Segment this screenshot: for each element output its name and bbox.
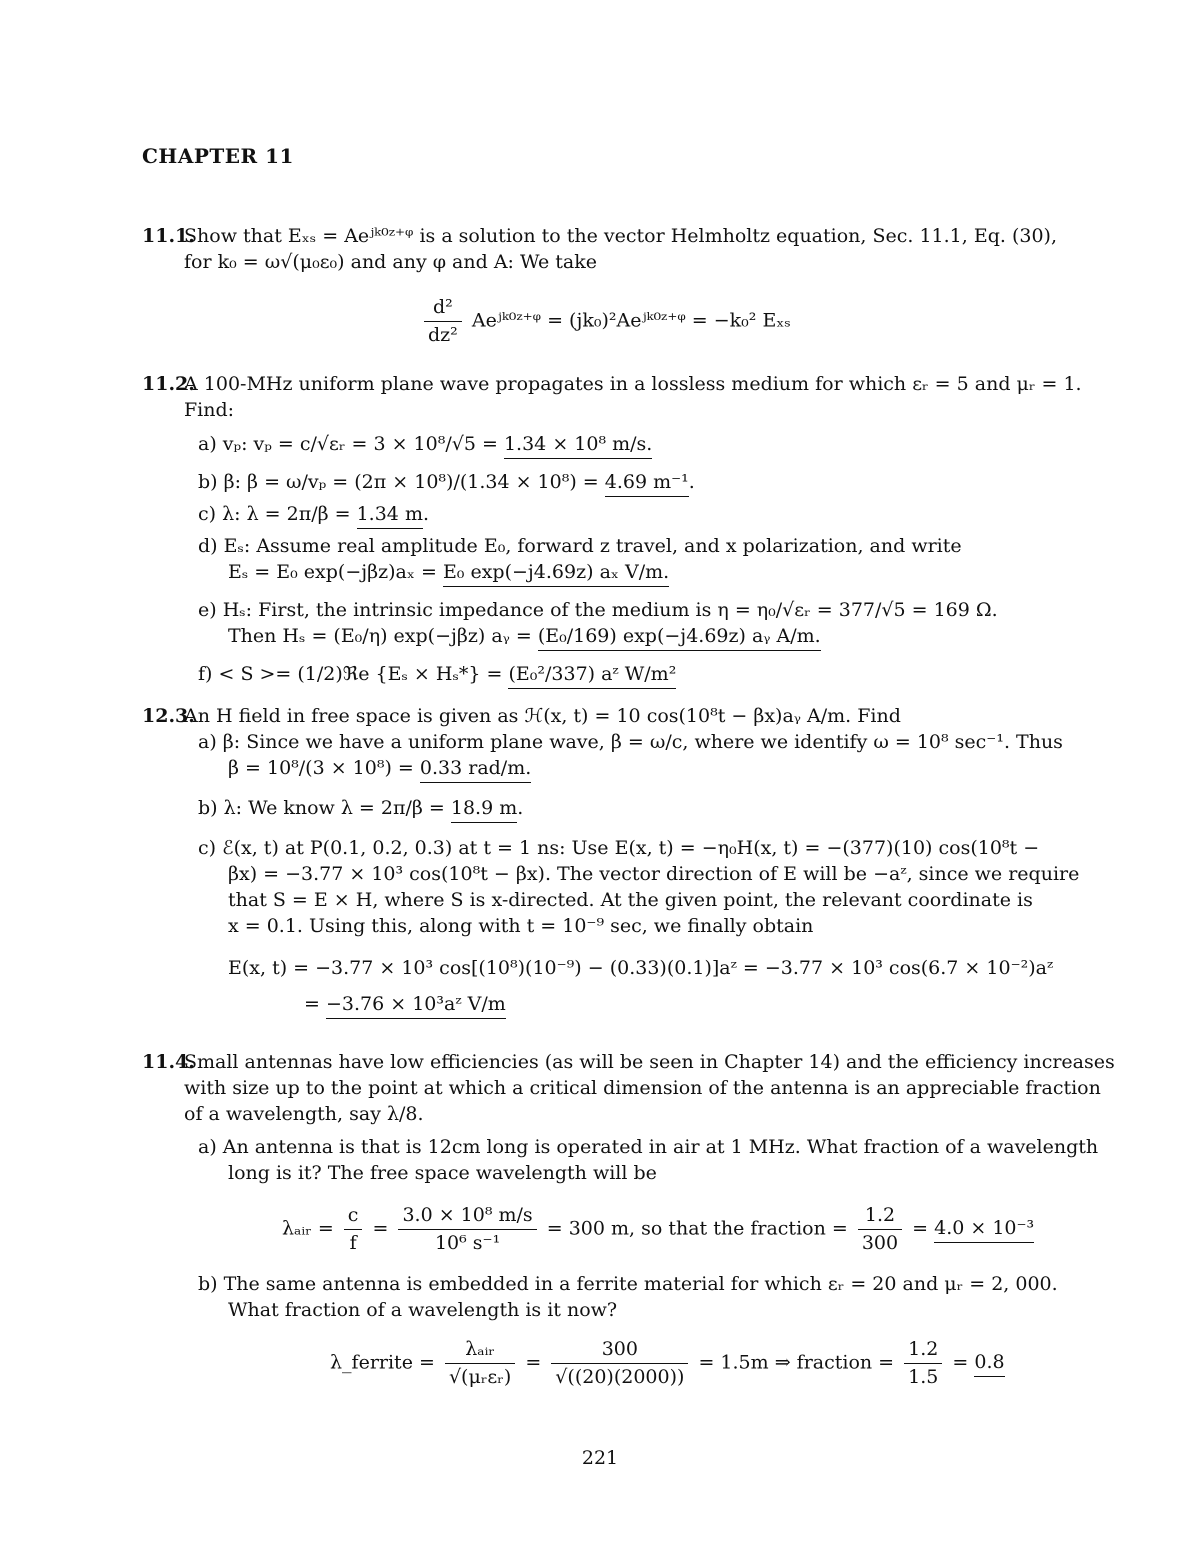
- derivative-fraction: [424, 296, 462, 347]
- problem-12-3-line-1: An H field in free space is given as ℋ(x, t) = 10 cos(10⁸t − βx)aᵧ A/m. Find: [184, 705, 901, 727]
- part-11-2-e-text: Then Hₛ = (E₀/η) exp(−jβz) aᵧ =: [228, 625, 532, 647]
- chapter-title: CHAPTER 11: [142, 144, 294, 168]
- part-11-2-b: [198, 472, 695, 494]
- part-11-4-b-equation-middle: = 1.5m ⇒ fraction =: [698, 1351, 895, 1374]
- part-11-4-a-equation-middle: = 300 m, so that the fraction =: [546, 1217, 848, 1240]
- part-11-2-b-text: b) β: β = ω/vₚ = (2π × 10⁸)/(1.34 × 10⁸) =: [198, 471, 599, 493]
- fraction-1-5-denominator: 1.5: [908, 1365, 939, 1388]
- fraction-length-over-wavelength: [858, 1204, 902, 1255]
- answer-12-3-c: −3.76 × 10³aᶻ V/m: [326, 993, 506, 1019]
- part-11-4-a-line-1: a) An antenna is that is 12cm long is operated in air at 1 MHz. What fraction of a wavelength: [198, 1136, 1099, 1158]
- fraction-1-2-numerator: 1.2: [904, 1338, 942, 1364]
- fraction-300-numerator: 300: [551, 1338, 688, 1364]
- answer-11-2-a: 1.34 × 10⁸ m/s.: [504, 433, 652, 459]
- part-11-2-b-period: .: [688, 471, 695, 493]
- fraction-300-over-root: [551, 1338, 688, 1389]
- fraction-length-numerator: 1.2: [858, 1204, 902, 1230]
- problem-number-11-1: 11.1.: [142, 225, 195, 247]
- problem-11-4-line-2: with size up to the point at which a critical dimension of the antenna is an appreciable fraction: [184, 1077, 1101, 1099]
- part-11-2-d-text: Eₛ = E₀ exp(−jβz)aₓ =: [228, 561, 437, 583]
- page-number: 221: [581, 1447, 619, 1469]
- equals-sign: =: [304, 993, 320, 1015]
- part-12-3-a-line-2: [228, 758, 531, 780]
- part-11-2-a-text: a) vₚ: vₚ = c/√εᵣ = 3 × 10⁸/√5 =: [198, 433, 498, 455]
- answer-11-2-c: 1.34 m: [357, 503, 423, 529]
- part-12-3-c-equation-1: E(x, t) = −3.77 × 10³ cos[(10⁸)(10⁻⁹) − (0.33)(0.1)]aᶻ = −3.77 × 10³ cos(6.7 × 10⁻²)aᶻ: [228, 957, 1054, 979]
- derivative-numerator: d²: [424, 296, 462, 322]
- part-12-3-c-line-4: x = 0.1. Using this, along with t = 10⁻⁹ sec, we finally obtain: [228, 915, 814, 937]
- answer-12-3-b: 18.9 m: [451, 797, 517, 823]
- answer-11-4-a: 4.0 × 10⁻³: [934, 1217, 1034, 1243]
- part-11-2-d-line-2: [228, 562, 669, 584]
- part-11-2-e-line-1: e) Hₛ: First, the intrinsic impedance of the medium is η = η₀/√εᵣ = 377/√5 = 169 Ω.: [198, 599, 998, 621]
- equation-rest: Aeʲᵏ⁰ᶻ⁺ᵠ = (jk₀)²Aeʲᵏ⁰ᶻ⁺ᵠ = −k₀² Eₓₛ: [471, 309, 791, 332]
- part-12-3-b: [198, 798, 523, 820]
- part-12-3-a-text: β = 10⁸/(3 × 10⁸) =: [228, 757, 414, 779]
- fraction-c-over-f-denominator: f: [349, 1231, 357, 1254]
- part-12-3-b-period: .: [517, 797, 524, 819]
- part-11-2-e-line-2: [228, 626, 821, 648]
- part-11-4-a-line-2: long is it? The free space wavelength will be: [228, 1162, 657, 1184]
- part-11-2-f: [198, 664, 676, 686]
- part-12-3-c-line-2: βx) = −3.77 × 10³ cos(10⁸t − βx). The vector direction of E will be −aᶻ, since we require: [228, 863, 1080, 885]
- problem-number-11-2: 11.2.: [142, 373, 195, 395]
- part-11-4-a-equation: λₐᵢᵣ = $\frac{c}{f}$ = $\frac{\text{3.0 × 10⁸ m/s}}{\text{10⁶ s⁻¹}}$ = 300 m, so that the fraction = $\frac{1.2}{300}$ = 4.0 × 10⁻³: [282, 1204, 1035, 1254]
- part-12-3-a-line-1: a) β: Since we have a uniform plane wave, β = ω/c, where we identify ω = 10⁸ sec⁻¹. Thus: [198, 731, 1063, 753]
- problem-11-4-line-3: of a wavelength, say λ/8.: [184, 1103, 424, 1125]
- part-11-2-c: [198, 504, 429, 526]
- part-11-2-a: [198, 434, 652, 456]
- fraction-lambda-air-numerator: λₐᵢᵣ: [445, 1338, 515, 1364]
- part-12-3-c-line-1: c) ℰ(x, t) at P(0.1, 0.2, 0.3) at t = 1 ns: Use E(x, t) = −η₀H(x, t) = −(377)(10) cos(10⁸t −: [198, 837, 1040, 859]
- lambda-ferrite-lhs: λ_ferrite =: [330, 1351, 435, 1374]
- problem-11-1-line-2: for k₀ = ω√(μ₀ε₀) and any φ and A: We take: [184, 251, 597, 273]
- fraction-speed-numerator: 3.0 × 10⁸ m/s: [398, 1204, 536, 1230]
- problem-number-11-4: 11.4.: [142, 1051, 195, 1073]
- fraction-frequency-denominator: 10⁶ s⁻¹: [434, 1231, 501, 1254]
- lambda-air-lhs: λₐᵢᵣ =: [282, 1217, 334, 1240]
- answer-11-2-e: (E₀/169) exp(−j4.69z) aᵧ A/m.: [538, 625, 821, 651]
- part-11-2-c-text: c) λ: λ = 2π/β =: [198, 503, 351, 525]
- fraction-c-over-f: [344, 1204, 363, 1255]
- answer-11-2-b: 4.69 m⁻¹: [605, 471, 689, 497]
- fraction-speed-over-frequency: [398, 1204, 536, 1255]
- answer-11-2-f: (E₀²/337) aᶻ W/m²: [508, 663, 676, 689]
- fraction-c-over-f-numerator: c: [344, 1204, 363, 1230]
- problem-11-4-line-1: Small antennas have low efficiencies (as will be seen in Chapter 14) and the efficiency increases: [184, 1051, 1115, 1073]
- part-12-3-c-equation-2: [304, 994, 506, 1016]
- problem-11-1-equation: [420, 296, 791, 347]
- derivative-denominator: dz²: [428, 323, 458, 346]
- problem-number-12-3: 12.3.: [142, 705, 195, 727]
- part-11-4-b-equation: λ_ferrite = $\frac{\text{λₐᵢᵣ}}{\text{√(μᵣεᵣ)}}$ = $\frac{300}{√((20)(2000))}$ = 1.5m ⇒ fraction = $\frac{1.2}{1.5}$ = 0.8: [330, 1338, 1005, 1388]
- problem-11-2-line-1: A 100-MHz uniform plane wave propagates in a lossless medium for which εᵣ = 5 and μᵣ = 1.: [184, 373, 1082, 395]
- part-11-4-b-line-1: b) The same antenna is embedded in a ferrite material for which εᵣ = 20 and μᵣ = 2, 000.: [198, 1273, 1058, 1295]
- problem-11-2-line-2: Find:: [184, 399, 235, 421]
- part-12-3-b-text: b) λ: We know λ = 2π/β =: [198, 797, 445, 819]
- answer-11-4-b: 0.8: [974, 1351, 1004, 1377]
- part-11-2-c-period: .: [422, 503, 430, 525]
- fraction-root-denominator: √(μᵣεᵣ): [448, 1365, 512, 1388]
- fraction-lambda-air-over-root: [445, 1338, 515, 1389]
- problem-11-1-line-1: Show that Eₓₛ = Aeʲᵏ⁰ᶻ⁺ᵠ is a solution to the vector Helmholtz equation, Sec. 11.1, Eq. (30),: [184, 225, 1057, 247]
- fraction-wavelength-denominator: 300: [861, 1231, 899, 1254]
- part-12-3-c-line-3: that S = E × H, where S is x-directed. At the given point, the relevant coordinate is: [228, 889, 1033, 911]
- answer-12-3-a: 0.33 rad/m.: [420, 757, 531, 783]
- part-11-2-f-text: f) < S >= (1/2)ℜe {Eₛ × Hₛ*} =: [198, 663, 503, 685]
- answer-11-2-d: E₀ exp(−j4.69z) aₓ V/m.: [443, 561, 669, 587]
- fraction-root-product-denominator: √((20)(2000)): [555, 1365, 685, 1388]
- part-11-4-b-line-2: What fraction of a wavelength is it now?: [228, 1299, 618, 1321]
- fraction-1-2-over-1-5: [904, 1338, 942, 1389]
- part-11-2-d-line-1: d) Eₛ: Assume real amplitude E₀, forward z travel, and x polarization, and write: [198, 535, 962, 557]
